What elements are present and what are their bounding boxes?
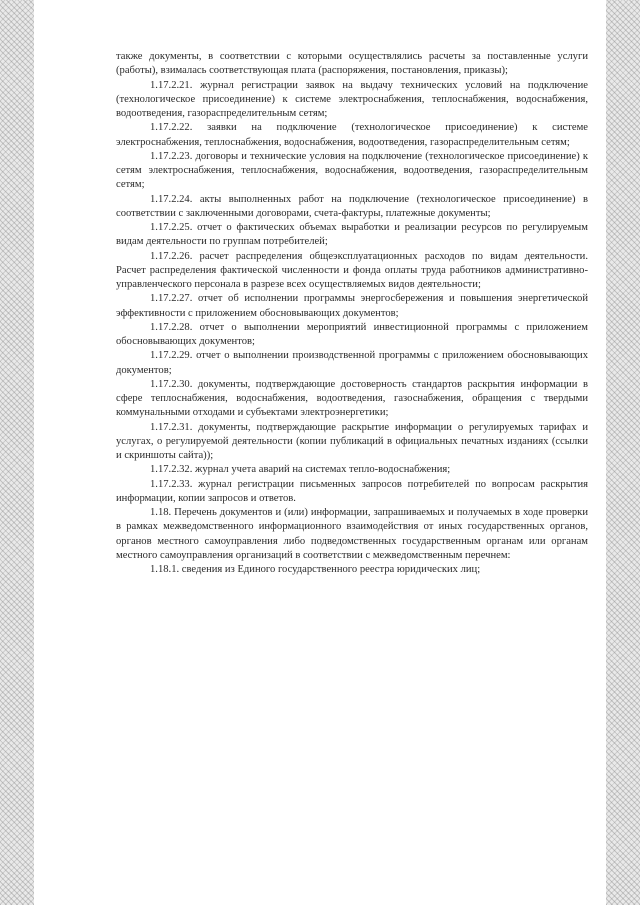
scan-border-left <box>0 0 34 905</box>
paragraph-1-17-2-25: 1.17.2.25. отчет о фактических объемах выработки и реализации ресурсов по регулируемым видам деятельности по группам потребителей; <box>116 222 588 248</box>
paragraph-1-17-2-30: 1.17.2.30. документы, подтверждающие достоверность стандартов раскрытия информации в сфере теплоснабжения, водоснабжения, водоотведения, газоснабжения, обращения с твердыми коммунальными отходами и субъектами электроэнергетики; <box>116 378 588 419</box>
paragraph-continuation: также документы, в соответствии с которыми осуществлялись расчеты за поставленные услуги (работы), взималась соответствующая плата (распоряжения, постановления, приказы); <box>116 51 588 77</box>
paragraph-1-18-1: 1.18.1. сведения из Единого государственного реестра юридических лиц; <box>150 564 481 575</box>
paragraph-1-17-2-23: 1.17.2.23. договоры и технические условия на подключение (технологическое присоединение) к сетям электроснабжения, теплоснабжения, водоснабжения, водоотведения, газораспределительным сетям; <box>116 150 588 191</box>
paragraph-1-17-2-26: 1.17.2.26. расчет распределения общеэксплуатационных расходов по видам деятельности. Расчет распределения фактической численности и фонда оплаты труда работников административно- управленческого персонала в разрезе всех осуществляемых видов деятельности; <box>116 250 588 290</box>
paragraph-1-17-2-21: 1.17.2.21. журнал регистрации заявок на выдачу технических условий на подключение (технологическое присоединение) к системе электроснабжения, теплоснабжения, водоснабжения, водоотведения, газораспределительным сетям; <box>116 79 588 119</box>
paragraph-1-18: 1.18. Перечень документов и (или) информации, запрашиваемых и получаемых в ходе проверки в рамках межведомственного информационного взаимодействия от иных государственных органов, органов местного самоуправления либо подведомственных государственным органам или органам местного самоуправления организаций в соответствии с межведомственным перечнем: <box>116 507 588 561</box>
paragraph-1-17-2-27: 1.17.2.27. отчет об исполнении программы энергосбережения и повышения энергетической эффективности с приложением обосновывающих документов; <box>116 293 588 319</box>
paragraph-1-17-2-24: 1.17.2.24. акты выполненных работ на подключение (технологическое присоединение) в соответствии с заключенными договорами, счета-фактуры, платежные документы; <box>116 193 588 219</box>
paragraph-1-17-2-32: 1.17.2.32. журнал учета аварий на системах тепло-водоснабжения; <box>150 464 451 476</box>
paragraph-1-17-2-28: 1.17.2.28. отчет о выполнении мероприятий инвестиционной программы с приложением обосновывающих документов; <box>116 321 588 347</box>
paragraph-1-17-2-31: 1.17.2.31. документы, подтверждающие раскрытие информации о регулируемых тарифах и услугах, о регулируемой деятельности (копии публикаций в официальных печатных изданиях (ссылки и скриншоты сайта)); <box>116 421 588 461</box>
document-body <box>116 50 588 577</box>
document-page <box>34 0 606 905</box>
paragraph-1-17-2-33: 1.17.2.33. журнал регистрации письменных запросов потребителей по вопросам раскрытия информации, копии запросов и ответов. <box>116 478 588 504</box>
scan-border-right <box>606 0 640 905</box>
paragraph-1-17-2-29: 1.17.2.29. отчет о выполнении производственной программы с приложением обосновывающих документов; <box>116 350 588 376</box>
paragraph-1-17-2-22: 1.17.2.22. заявки на подключение (технологическое присоединение) к системе электроснабжения, теплоснабжения, водоснабжения, водоотведения, газораспределительным сетям; <box>116 122 588 148</box>
